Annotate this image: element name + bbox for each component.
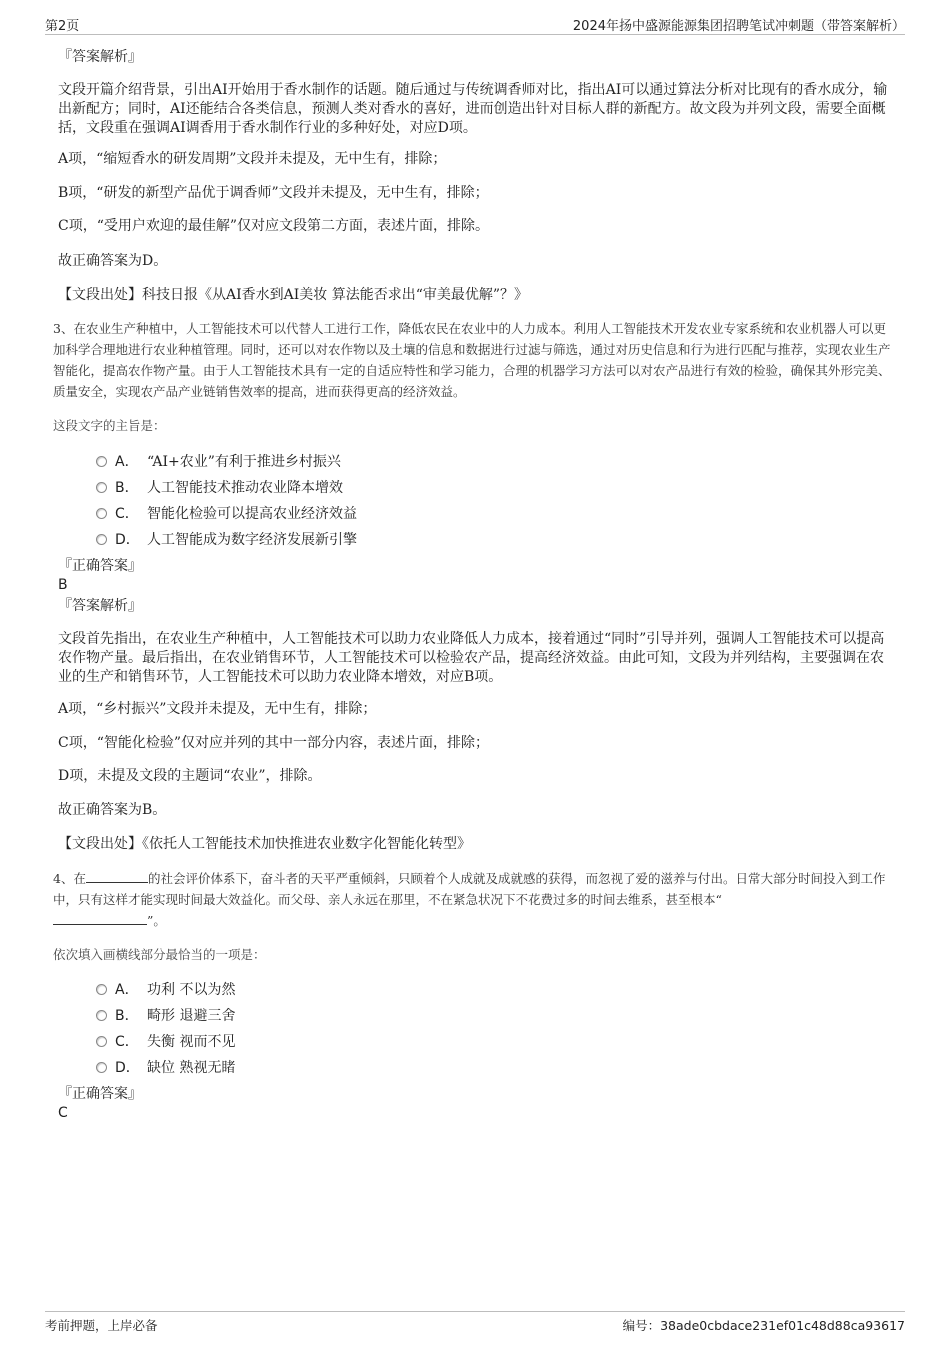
q4-answer-label: 『正确答案』 (58, 1086, 142, 1102)
page-footer (45, 1311, 905, 1334)
q3-source: 【文段出处】《依托人工智能技术加快推进农业数字化智能化转型》 (58, 836, 471, 852)
document-title: 2024年扬中盛源能源集团招聘笔试冲刺题（带答案解析） (572, 19, 905, 34)
radio-icon[interactable] (96, 482, 107, 493)
option-text: 失衡 视而不见 (147, 1034, 236, 1050)
radio-icon[interactable] (96, 456, 107, 467)
option-text: 人工智能成为数字经济发展新引擎 (147, 532, 357, 548)
q4-blank-1[interactable] (86, 868, 148, 883)
page-number: 第2页 (45, 19, 80, 34)
q3-option-c-note: C项，“智能化检验”仅对应并列的其中一部分内容，表述片面，排除； (58, 735, 490, 751)
radio-icon[interactable] (96, 534, 107, 545)
option-text: 人工智能技术推动农业降本增效 (147, 480, 343, 496)
q2-option-b-note: B项，“研发的新型产品优于调香师”文段并未提及，无中生有，排除； (58, 185, 489, 201)
q3-analysis-label: 『答案解析』 (58, 598, 142, 614)
q3-option-c[interactable] (96, 503, 357, 523)
q4-stem-part-2: 的社会评价体系下，奋斗者的天平严重倾斜，只顾着个人成就及成就感的获得，而忽视了爱的滋养与付出。日常大部分时间投入到工作中，只有这样才能实现时间最大效益化。而父母、亲人永远在那里，不在紧急状况下不花费过多的时间去维系，甚至根本“ (53, 871, 886, 907)
q3-option-b[interactable] (96, 477, 343, 497)
q3-option-a-note: A项，“乡村振兴”文段并未提及，无中生有，排除； (58, 701, 377, 717)
q3-option-a[interactable] (96, 451, 341, 471)
footer-slogan: 考前押题，上岸必备 (45, 1318, 158, 1333)
q4-option-d[interactable] (96, 1057, 235, 1077)
radio-icon[interactable] (96, 1010, 107, 1021)
document-code: 编号：38ade0cbdace231ef01c48d88ca93617 (622, 1318, 905, 1333)
option-text: 畸形 退避三舍 (147, 1008, 236, 1024)
q3-analysis-text: 文段首先指出，在农业生产种植中，人工智能技术可以助力农业降低人力成本，接着通过“同时”引导并列，强调人工智能技术可以提高农作物产量。最后指出，在农业销售环节，人工智能技术可以检验农产品，提高经济效益。由此可知，文段为并列结构，主要强调在农业的生产和销售环节，人工智能技术可以助力农业降本增效，对应B项。 (58, 631, 885, 685)
option-text: 智能化检验可以提高农业经济效益 (147, 506, 357, 522)
radio-icon[interactable] (96, 508, 107, 519)
q2-conclusion: 故正确答案为D。 (58, 253, 168, 269)
q3-option-d-note: D项，未提及文段的主题词“农业”，排除。 (58, 768, 322, 784)
q4-stem-part-1: 4、在 (53, 871, 86, 886)
q4-option-b[interactable] (96, 1005, 235, 1025)
q2-analysis-text: 文段开篇介绍背景，引出AI开始用于香水制作的话题。随后通过与传统调香师对比，指出AI可以通过算法分析对比现有的香水成分，输出新配方；同时，AI还能结合各类信息，预测人类对香水的喜好，进而创造出针对目标人群的新配方。故文段为并列文段，需要全面概括，文段重在强调AI调香用于香水制作行业的多种好处，对应D项。 (58, 82, 888, 136)
q4-stem-part-3: ”。 (147, 913, 166, 928)
q4-answer: C (58, 1105, 68, 1121)
q3-option-d[interactable] (96, 529, 357, 549)
radio-icon[interactable] (96, 1036, 107, 1047)
q2-option-c-note: C项，“受用户欢迎的最佳解”仅对应文段第二方面，表述片面，排除。 (58, 218, 490, 234)
q2-source: 【文段出处】科技日报《从AI香水到AI美妆 算法能否求出“审美最优解”？》 (58, 287, 529, 303)
radio-icon[interactable] (96, 1062, 107, 1073)
option-letter: B． (115, 1008, 139, 1024)
option-letter: D． (115, 532, 140, 548)
option-text: “AI+农业”有利于推进乡村振兴 (147, 454, 341, 470)
q3-answer: B (58, 577, 68, 593)
q4-option-a[interactable] (96, 979, 235, 999)
q3-prompt: 这段文字的主旨是： (53, 418, 166, 433)
page-header (45, 14, 905, 35)
q3-answer-label: 『正确答案』 (58, 558, 142, 574)
q4-prompt: 依次填入画横线部分最恰当的一项是： (53, 947, 266, 962)
radio-icon[interactable] (96, 984, 107, 995)
option-text: 功利 不以为然 (147, 982, 236, 998)
q3-stem: 3、在农业生产种植中，人工智能技术可以代替人工进行工作，降低农民在农业中的人力成本。利用人工智能技术开发农业专家系统和农业机器人可以更加科学合理地进行农业种植管理。同时，还可以对农作物以及土壤的信息和数据进行过滤与筛选，通过对历史信息和行为进行匹配与推荐，实现农业生产智能化，提高农作物产量。由于人工智能技术具有一定的自适应特性和学习能力，合理的机器学习方法可以对农产品进行有效的检验，确保其外形完美、质量安全，实现农产品产业链销售效率的提高，进而获得更高的经济效益。 (53, 321, 891, 399)
q3-conclusion: 故正确答案为B。 (58, 802, 167, 818)
option-text: 缺位 熟视无睹 (147, 1060, 236, 1076)
option-letter: C． (115, 506, 139, 522)
q4-option-c[interactable] (96, 1031, 235, 1051)
q2-analysis-label: 『答案解析』 (58, 49, 142, 65)
option-letter: B． (115, 480, 139, 496)
option-letter: D． (115, 1060, 140, 1076)
option-letter: A． (115, 454, 139, 470)
option-letter: A． (115, 982, 139, 998)
option-letter: C． (115, 1034, 139, 1050)
q4-stem (53, 868, 898, 931)
q4-blank-2[interactable] (53, 910, 147, 925)
q2-option-a-note: A项，“缩短香水的研发周期”文段并未提及，无中生有，排除； (58, 151, 447, 167)
